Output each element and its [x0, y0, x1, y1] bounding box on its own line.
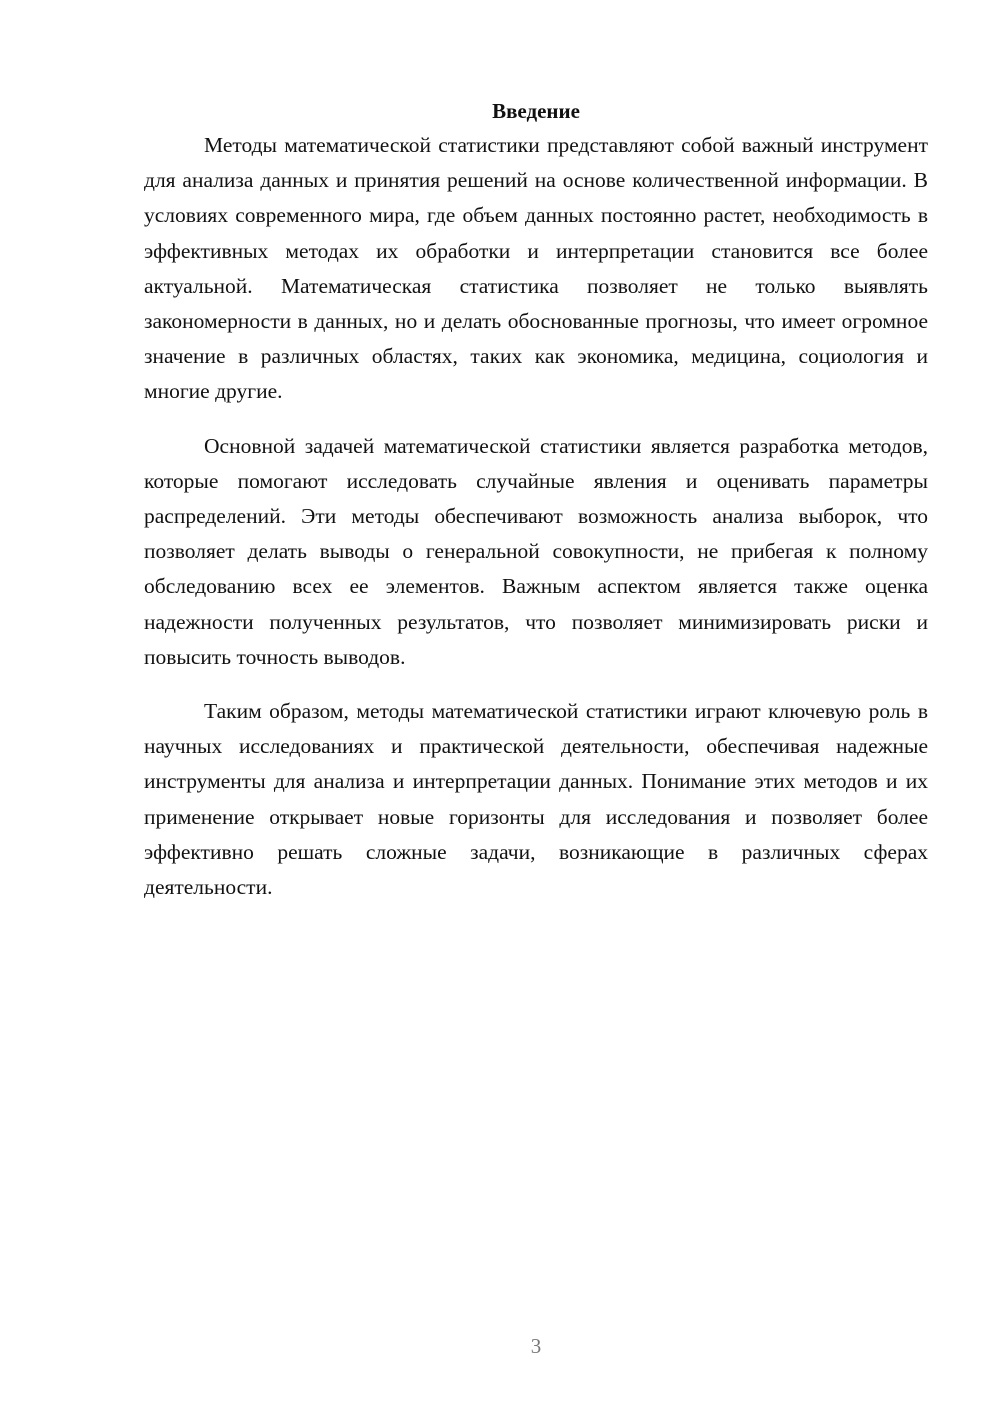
page-content [144, 96, 928, 924]
section-heading: Введение [492, 99, 580, 123]
page-number: 3 [530, 1334, 542, 1358]
paragraph-intro: Методы математической статистики представляют собой важный инструмент для анализа данных и принятия решений на основе количественной информации. В условиях современного мира, где объем данных постоянно растет, необходимость в эффективных методах их обработки и интерпретации становится все более актуальной. Математическая статистика позволяет не только выявлять закономерности в данных, но и делать обоснованные прогнозы, что имеет огромное значение в различных областях, таких как экономика, медицина, социология и многие другие. [144, 133, 928, 404]
paragraph-conclusion: Таким образом, методы математической статистики играют ключевую роль в научных исследованиях и практической деятельности, обеспечивая надежные инструменты для анализа и интерпретации данных. Понимание этих методов и их применение открывает новые горизонты для исследования и позволяет более эффективно решать сложные задачи, возникающие в различных сферах деятельности. [144, 699, 928, 900]
paragraph-main-task: Основной задачей математической статистики является разработка методов, которые помогают исследовать случайные явления и оценивать параметры распределений. Эти методы обеспечивают возможность анализа выборок, что позволяет делать выводы о генеральной совокупности, не прибегая к полному обследованию всех ее элементов. Важным аспектом является также оценка надежности полученных результатов, что позволяет минимизировать риски и повысить точность выводов. [144, 433, 928, 669]
